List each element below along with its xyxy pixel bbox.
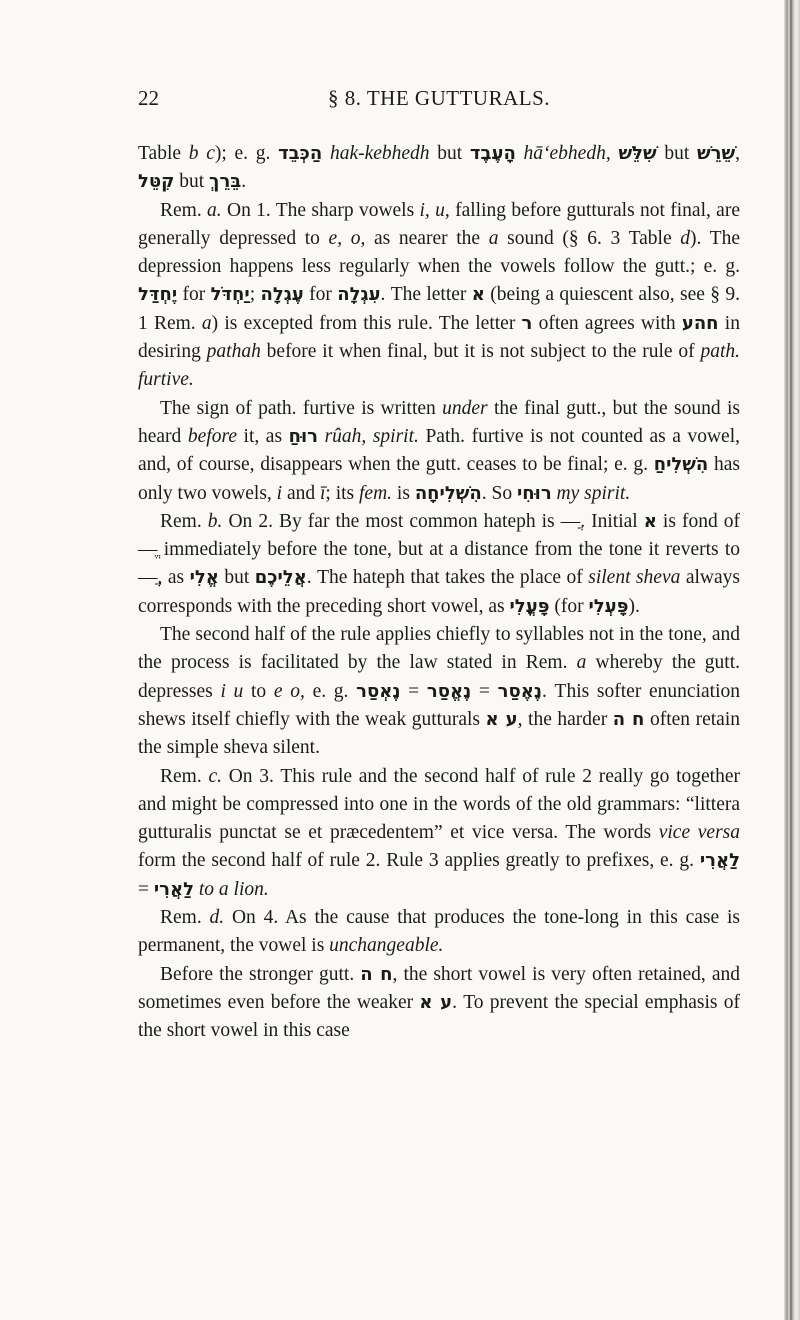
transliteration: hā‘ebhedh, <box>523 143 611 164</box>
hebrew-word: נֶאְסַר <box>356 680 401 702</box>
hebrew-word: יֶחְדַּל <box>138 284 178 306</box>
hebrew-letter: ר <box>521 312 533 334</box>
hateph-sign: —ֱ <box>138 539 158 561</box>
hebrew-letters: ע א <box>419 991 453 1013</box>
transliteration: hak-kebhedh <box>329 143 430 164</box>
hebrew-word: יַחְדֹּל <box>210 284 250 306</box>
paragraph-rem-a: Rem. a. On 1. The sharp vowels i, u, falling before gutturals not final, are generally depressed to e, o, as nearer the a sound (§ 6. 3 Table d). The depression happens less regularly when the vowels follow the gutt.; e. g. יֶחְדַּל for יַחְדֹּל; עֶגְלָה for עִגְלָה. The letter א (being a quiescent also, see § 9. 1 Rem. a) is excepted from this rule. The letter ר often agrees with חהע in desiring pathah before it when final, but it is not subject to the rule of path. furtive. <box>138 199 740 391</box>
hebrew-word: הַכְּבֵד <box>278 143 323 164</box>
hebrew-word: לַאֲרִי <box>699 850 740 872</box>
hebrew-letters: חהע <box>681 312 719 334</box>
hebrew-word: הָעֶבֶד <box>469 143 516 164</box>
hebrew-word: פָּעְלִי <box>588 595 629 617</box>
hateph-sign: —ֲ, <box>138 567 163 589</box>
hebrew-word: שִׁלֵּשׁ <box>618 143 657 164</box>
hebrew-letters: ח ה <box>612 708 645 730</box>
body-text <box>138 140 740 1046</box>
running-head: § 8. THE GUTTURALS. <box>327 86 551 110</box>
hebrew-word: שֵׁרֵשׁ <box>697 143 736 164</box>
paragraph-rem-c: Rem. c. On 3. This rule and the second half of rule 2 really go together and might be compressed into one in the words of the old grammars: “littera gutturalis punctat se et præcedentem” et vice versa. The words vice versa form the second half of rule 2. Rule 3 applies greatly to prefixes, e. g. לַאֲרִי = לַאֲרִי to a lion. <box>138 765 740 900</box>
hebrew-word: הִשְׁלִיחַ <box>653 454 709 476</box>
page-number: 22 <box>138 86 159 110</box>
paragraph-rem-b: Rem. b. On 2. By far the most common hateph is —ֲ. Initial א is fond of —ֱ immediately before the tone, but at a distance from the tone it reverts to —ֲ, as אֱלִי but אֲלֵיכֶם. The hateph that takes the place of silent sheva always corresponds with the preceding short vowel, as פָּעֳלִי (for פָּעְלִי). <box>138 510 740 617</box>
hebrew-letters: ח ה <box>360 963 393 985</box>
hebrew-word: בֵּרֵךְ <box>209 171 242 193</box>
hebrew-word: פָּעֳלִי <box>509 595 550 617</box>
hateph-sign: —ֲ. <box>560 510 586 532</box>
hebrew-letters: ע א <box>485 708 518 730</box>
transliteration: rûah, spirit. <box>324 425 419 447</box>
hebrew-word: לַאֲרִי <box>153 878 195 900</box>
paragraph-pathah-furtive: The sign of path. furtive is written under the final gutt., but the sound is heard before it, as רוּחַ rûah, spirit. Path. furtive is not counted as a vowel, and, of course, disappears when the gutt. ceases to be final; e. g. הִשְׁלִיחַ has only two vowels, i and ī; its fem. is הִשְׁלִיחָה. So רוּחִי my spirit. <box>138 397 740 504</box>
paragraph-second-half: The second half of the rule applies chiefly to syllables not in the tone, and the process is facilitated by the law stated in Rem. a whereby the gutt. depresses i u to e o, e. g. נֶאְסַר = נֶאֱסַר = נֶאֶסַר. This softer enunciation shews itself chiefly with the weak gutturals ע א, the harder ח ה often retain the simple sheva silent. <box>138 624 741 759</box>
hebrew-word: קִטֵּל <box>138 171 175 193</box>
hebrew-word: רוּחִי <box>516 482 552 504</box>
paragraph-stronger-gutt: Before the stronger gutt. ח ה, the short vowel is very often retained, and sometimes even before the weaker ע א. To prevent the special emphasis of the short vowel in this case <box>138 963 740 1042</box>
hebrew-word: נֶאֶסַר <box>497 680 542 702</box>
hebrew-word: עִגְלָה <box>337 284 381 306</box>
hebrew-letter: א <box>471 284 485 306</box>
page-edge-shadow <box>784 0 800 1320</box>
hebrew-word: אֱלִי <box>189 567 219 589</box>
hebrew-letter: א <box>643 510 657 532</box>
hebrew-word: אֲלֵיכֶם <box>254 567 307 589</box>
hebrew-word: נֶאֱסַר <box>426 680 472 702</box>
hebrew-word: רוּחַ <box>288 425 318 447</box>
hebrew-word: הִשְׁלִיחָה <box>414 482 482 504</box>
paragraph-rem-d: Rem. d. On 4. As the cause that produces the tone-long in this case is permanent, the vowel is unchangeable. <box>138 907 740 957</box>
page-header <box>138 86 740 116</box>
paragraph-table-example: Table b c); e. g. הַכְּבֵד hak-kebhedh but הָעֶבֶד hā‘ebhedh, שִׁלֵּשׁ but שֵׁרֵשׁ, קִטֵּל but בֵּרֵךְ. <box>138 143 741 193</box>
hebrew-word: עֶגְלָה <box>260 284 304 306</box>
